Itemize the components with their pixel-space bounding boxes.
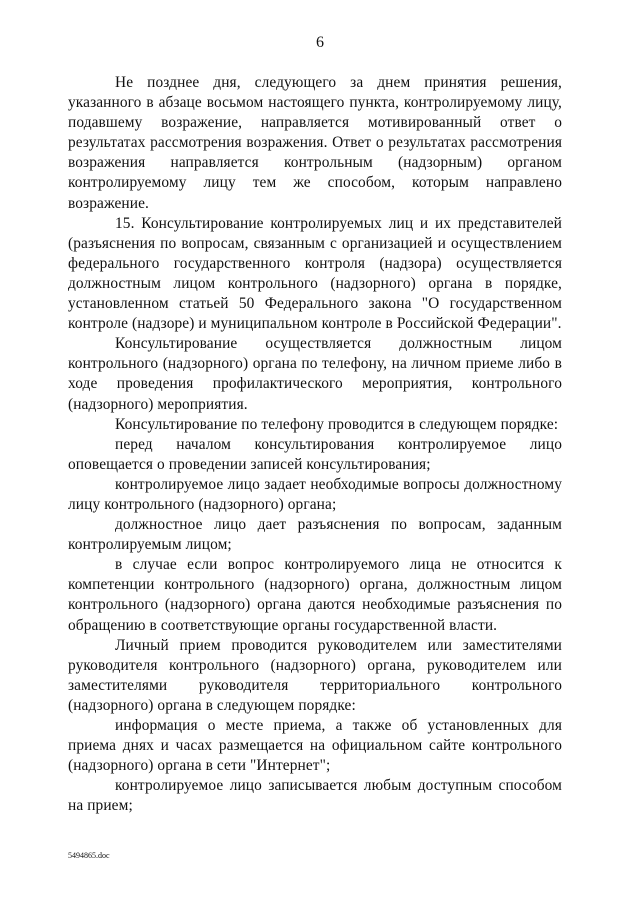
document-body	[68, 73, 562, 816]
page-number: 6	[316, 34, 324, 51]
paragraph-phone-step-questions: контролируемое лицо задает необходимые вопросы должностному лицу контрольного (надзорного) органа;	[68, 475, 562, 513]
paragraph-phone-procedure-intro: Консультирование по телефону проводится в следующем порядке:	[115, 415, 559, 433]
paragraph-phone-step-explanations: должностное лицо дает разъяснения по вопросам, заданным контролируемым лицом;	[68, 516, 562, 554]
document-file-reference: 5494865.doc	[68, 851, 110, 860]
paragraph-reception-step-info: информация о месте приема, а также об установленных для приема днях и часах размещается на официальном сайте контрольного (надзорного) органа в сети "Интернет";	[68, 717, 562, 775]
paragraph-phone-step-redirect: в случае если вопрос контролируемого лица не относится к компетенции контрольного (надзорного) органа, должностным лицом контрольного (надзорного) органа даются необходимые разъяснения по обращению в соответствующие органы государственной власти.	[68, 556, 562, 634]
paragraph-phone-step-notify: перед началом консультирования контролируемое лицо оповещается о проведении записей консультирования;	[68, 435, 562, 473]
paragraph-consultation-item-15: 15. Консультирование контролируемых лиц и их представителей (разъяснения по вопросам, связанным с организацией и осуществлением федерального государственного контроля (надзора) осуществляется должностным лицом контрольного (надзорного) органа в порядке, установленном статьей 50 Федерального закона "О государственном контроле (надзоре) и муниципальном контроле в Российской Федерации".	[68, 214, 562, 333]
paragraph-consultation-methods: Консультирование осуществляется должностным лицом контрольного (надзорного) органа по телефону, на личном приеме либо в ходе проведения профилактического мероприятия, контрольного (надзорного) мероприятия.	[68, 335, 562, 413]
paragraph-reception-step-signup: контролируемое лицо записывается любым доступным способом на прием;	[68, 777, 562, 815]
paragraph-personal-reception-intro: Личный прием проводится руководителем или заместителями руководителя контрольного (надзорного) органа, руководителем или заместителями руководителя территориального контрольного (надзорного) органа в следующем порядке:	[68, 636, 562, 714]
paragraph-objection-response: Не позднее дня, следующего за днем принятия решения, указанного в абзаце восьмом настоящего пункта, контролируемому лицу, подавшему возражение, направляется мотивированный ответ о результатах рассмотрения возражения. Ответ о результатах рассмотрения возражения направляется контрольным (надзорным) органом контролируемому лицу тем же способом, которым направлено возражение.	[68, 74, 562, 212]
